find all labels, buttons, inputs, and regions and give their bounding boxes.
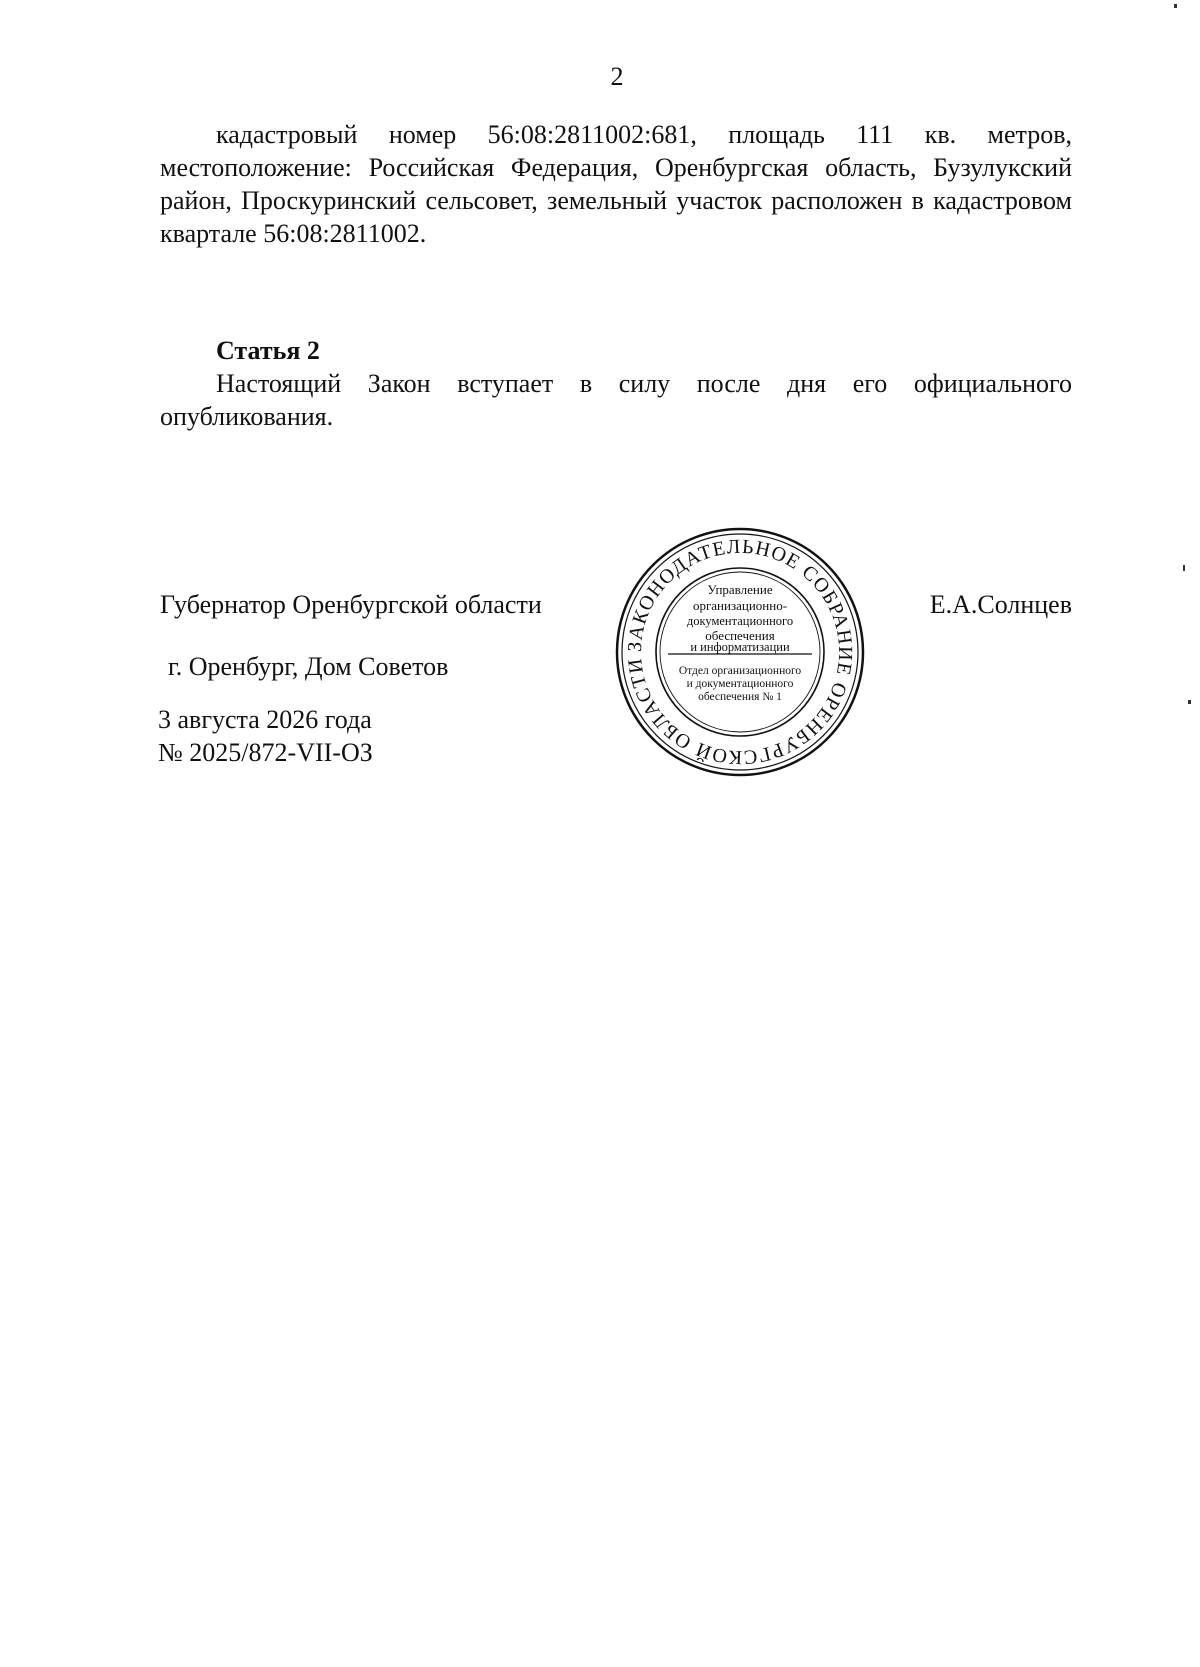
seal-inner-line: документационного xyxy=(686,614,794,628)
governor-name: Е.А.Солнцев xyxy=(929,590,1072,619)
article-heading: Статья 2 xyxy=(216,336,320,365)
signing-place: г. Оренбург, Дом Советов xyxy=(168,652,449,681)
scan-speck xyxy=(1188,700,1191,704)
official-seal-stamp xyxy=(612,524,868,780)
seal-inner-line: обеспечения № 1 xyxy=(698,691,782,703)
article-text: Настоящий Закон вступает в силу после дня его официального опубликования. xyxy=(160,369,1072,431)
signing-date: 3 августа 2026 года xyxy=(158,705,372,734)
seal-inner-line: организационно- xyxy=(692,598,788,613)
seal-inner-line: обеспечения xyxy=(705,628,775,643)
seal-inner-line: Управление xyxy=(707,582,773,597)
law-number: № 2025/872-VII-ОЗ xyxy=(158,738,373,767)
governor-title: Губернатор Оренбургской области xyxy=(160,590,542,619)
paragraph-land-plot: кадастровый номер 56:08:2811002:681, площадь 111 кв. метров, местоположение: Российская Федерация, Оренбургская область, Бузулукский район, Проскуринский сельсовет, земельный участок расположен в кадастровом квартале 56:08:2811002. xyxy=(160,120,1072,248)
seal-inner-line: Отдел организационного xyxy=(678,665,802,677)
seal-inner-line: и документационного xyxy=(686,678,794,690)
page-number: 2 xyxy=(610,62,624,91)
scan-speck xyxy=(1183,565,1185,571)
seal-ring-text: ЗАКОНОДАТЕЛЬНОЕ СОБРАНИЕ ОРЕНБУРГСКОЙ ОБЛАСТИ xyxy=(623,535,857,769)
seal-inner-line: и информатизации xyxy=(690,640,790,654)
scan-speck xyxy=(1174,4,1177,8)
